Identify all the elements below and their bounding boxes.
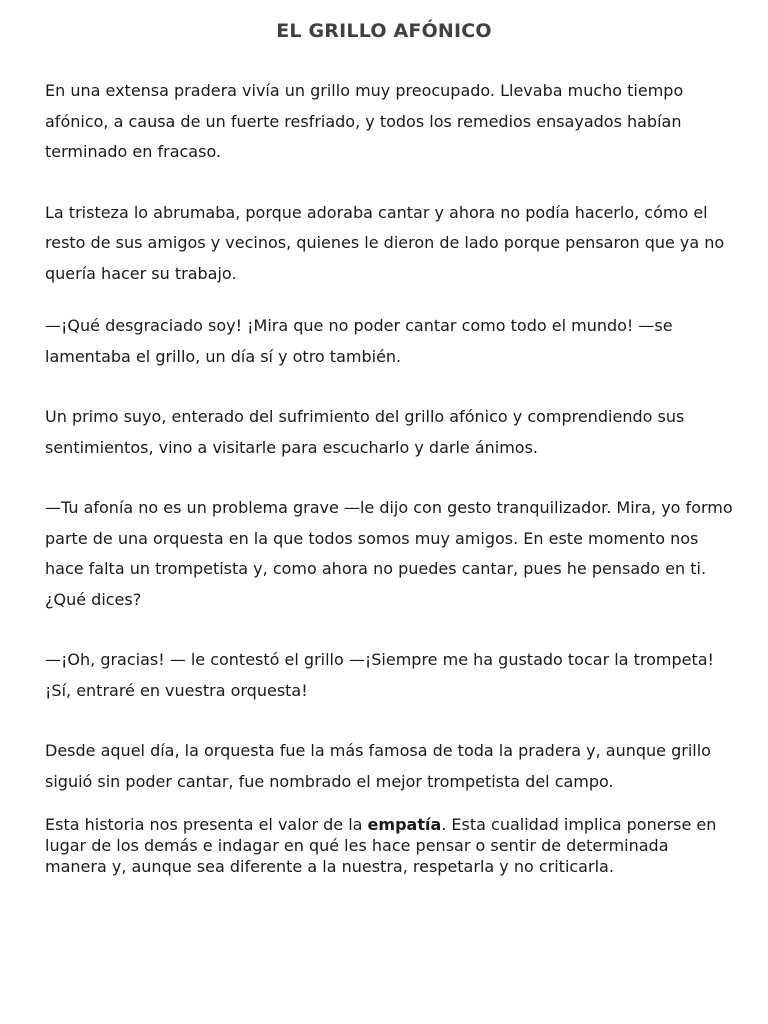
moral-text-start: Esta historia nos presenta el valor de la [45, 815, 368, 834]
moral-paragraph [45, 814, 735, 877]
empathy-keyword: empatía [367, 815, 442, 834]
paragraph-7: Desde aquel día, la orquesta fue la más famosa de toda la pradera y, aunque grillo siguió sin poder cantar, fue nombrado el mejor trompetista del campo. [45, 741, 711, 791]
paragraph-6: —¡Oh, gracias! — le contestó el grillo —¡Siempre me ha gustado tocar la trompeta! ¡Sí, entraré en vuestra orquesta! [45, 650, 714, 700]
story-title: EL GRILLO AFÓNICO [276, 20, 492, 42]
paragraph-5: —Tu afonía no es un problema grave —le dijo con gesto tranquilizador. Mira, yo formo parte de una orquesta en la que todos somos muy amigos. En este momento nos hace falta un trompetista y, como ahora no puedes cantar, pues he pensado en ti. ¿Qué dices? [45, 498, 733, 609]
paragraph-2: La tristeza lo abrumaba, porque adoraba cantar y ahora no podía hacerlo, cómo el resto de sus amigos y vecinos, quienes le dieron de lado porque pensaron que ya no quería hacer su trabajo. [45, 202, 725, 283]
moral-text-end: . Esta cualidad implica ponerse en lugar de los demás e indagar en qué les hace pensar o sentir de determinada manera y, aunque sea diferente a la nuestra, respetarla y no criticarla. [45, 815, 717, 876]
paragraph-4: Un primo suyo, enterado del sufrimiento del grillo afónico y comprendiendo sus sentimientos, vino a visitarle para escucharlo y darle ánimos. [45, 407, 685, 457]
paragraph-3: —¡Qué desgraciado soy! ¡Mira que no poder cantar como todo el mundo! —se lamentaba el grillo, un día sí y otro también. [45, 316, 673, 366]
story-body [45, 76, 735, 797]
paragraph-1: En una extensa pradera vivía un grillo muy preocupado. Llevaba mucho tiempo afónico, a causa de un fuerte resfriado, y todos los remedios ensayados habían terminado en fracaso. [45, 81, 684, 161]
